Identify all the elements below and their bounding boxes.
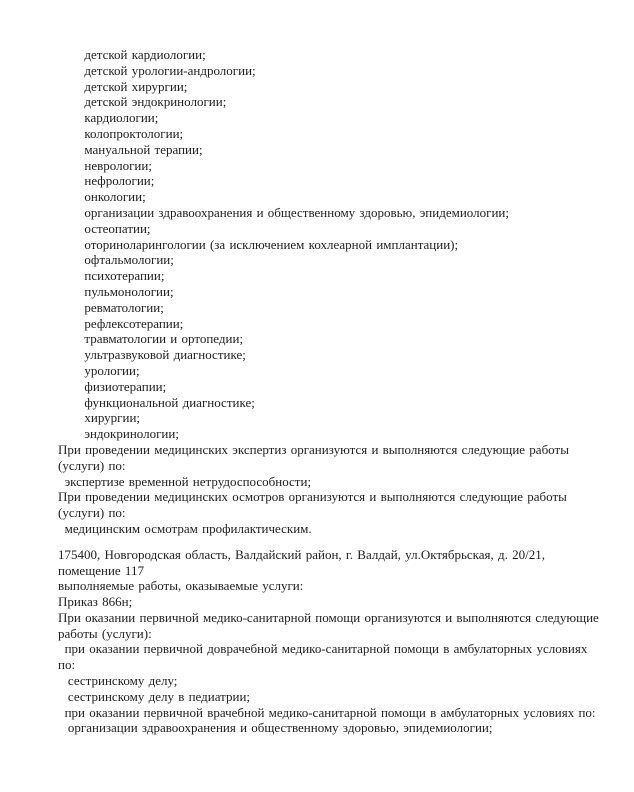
document-line: ревматологии; — [84, 299, 164, 315]
document-line: психотерапии; — [84, 268, 165, 284]
document-line: функциональной диагностике; — [84, 394, 255, 410]
document-line: При проведении медицинских осмотров организуются и выполняются следующие работы — [58, 489, 567, 505]
document-line: мануальной терапии; — [84, 141, 203, 157]
document-line: работы (услуги): — [58, 625, 152, 641]
document-line: рефлексотерапии; — [84, 315, 184, 331]
document-line: (услуги) по: — [58, 505, 126, 521]
document-line: выполняемые работы, оказываемые услуги: — [58, 578, 304, 594]
document-line: онкологии; — [84, 189, 146, 205]
document-line: детской эндокринологии; — [84, 94, 227, 110]
document-line: сестринскому делу; — [67, 673, 178, 689]
document-line: физиотерапии; — [84, 378, 167, 394]
document-line: неврологии; — [84, 157, 152, 173]
document-line: медицинским осмотрам профилактическим. — [64, 520, 312, 536]
document-line: ультразвуковой диагностике; — [84, 347, 246, 363]
document-line: оториноларингологии (за исключением кохлеарной имплантации); — [84, 236, 459, 252]
document-line: помещение 117 — [58, 562, 144, 578]
document-line: детской хирургии; — [84, 78, 188, 94]
document-line: детской урологии-андрологии; — [84, 62, 256, 78]
document-line: остеопатии; — [84, 220, 151, 236]
document-line: экспертизе временной нетрудоспособности; — [64, 473, 312, 489]
document-line: пульмонологии; — [84, 283, 174, 299]
document-line: При проведении медицинских экспертиз организуются и выполняются следующие работы — [58, 441, 569, 457]
document-line: сестринскому делу в педиатрии; — [67, 688, 251, 704]
document-line: травматологии и ортопедии; — [84, 331, 244, 347]
document-line: 175400, Новгородская область, Валдайский район, г. Валдай, ул.Октябрьская, д. 20/21, — [58, 546, 546, 562]
document-line: колопроктологии; — [84, 125, 184, 141]
document-line: нефрологии; — [84, 173, 155, 189]
document-line: хирургии; — [84, 410, 141, 426]
document-line: офтальмологии; — [84, 252, 174, 268]
document-line: кардиологии; — [84, 110, 159, 126]
document-line: эндокринологии; — [84, 426, 179, 442]
document-line: (услуги) по: — [58, 457, 126, 473]
document-line: по: — [58, 657, 76, 673]
document-line: Приказ 866н; — [58, 594, 133, 610]
document-line: при оказании первичной врачебной медико-санитарной помощи в амбулаторных условиях по: — [64, 704, 596, 720]
document-line: детской кардиологии; — [84, 47, 206, 62]
document-text-block — [58, 47, 630, 736]
document-line: организации здравоохранения и общественному здоровью, эпидемиологии; — [84, 204, 509, 220]
document-line: организации здравоохранения и общественному здоровью, эпидемиологии; — [67, 720, 493, 736]
document-line: При оказании первичной медико-санитарной помощи организуются и выполняются следующие — [58, 609, 599, 625]
document-line: урологии; — [84, 362, 140, 378]
document-line — [58, 537, 630, 547]
document-line: при оказании первичной доврачебной медико-санитарной помощи в амбулаторных условиях — [64, 641, 588, 657]
